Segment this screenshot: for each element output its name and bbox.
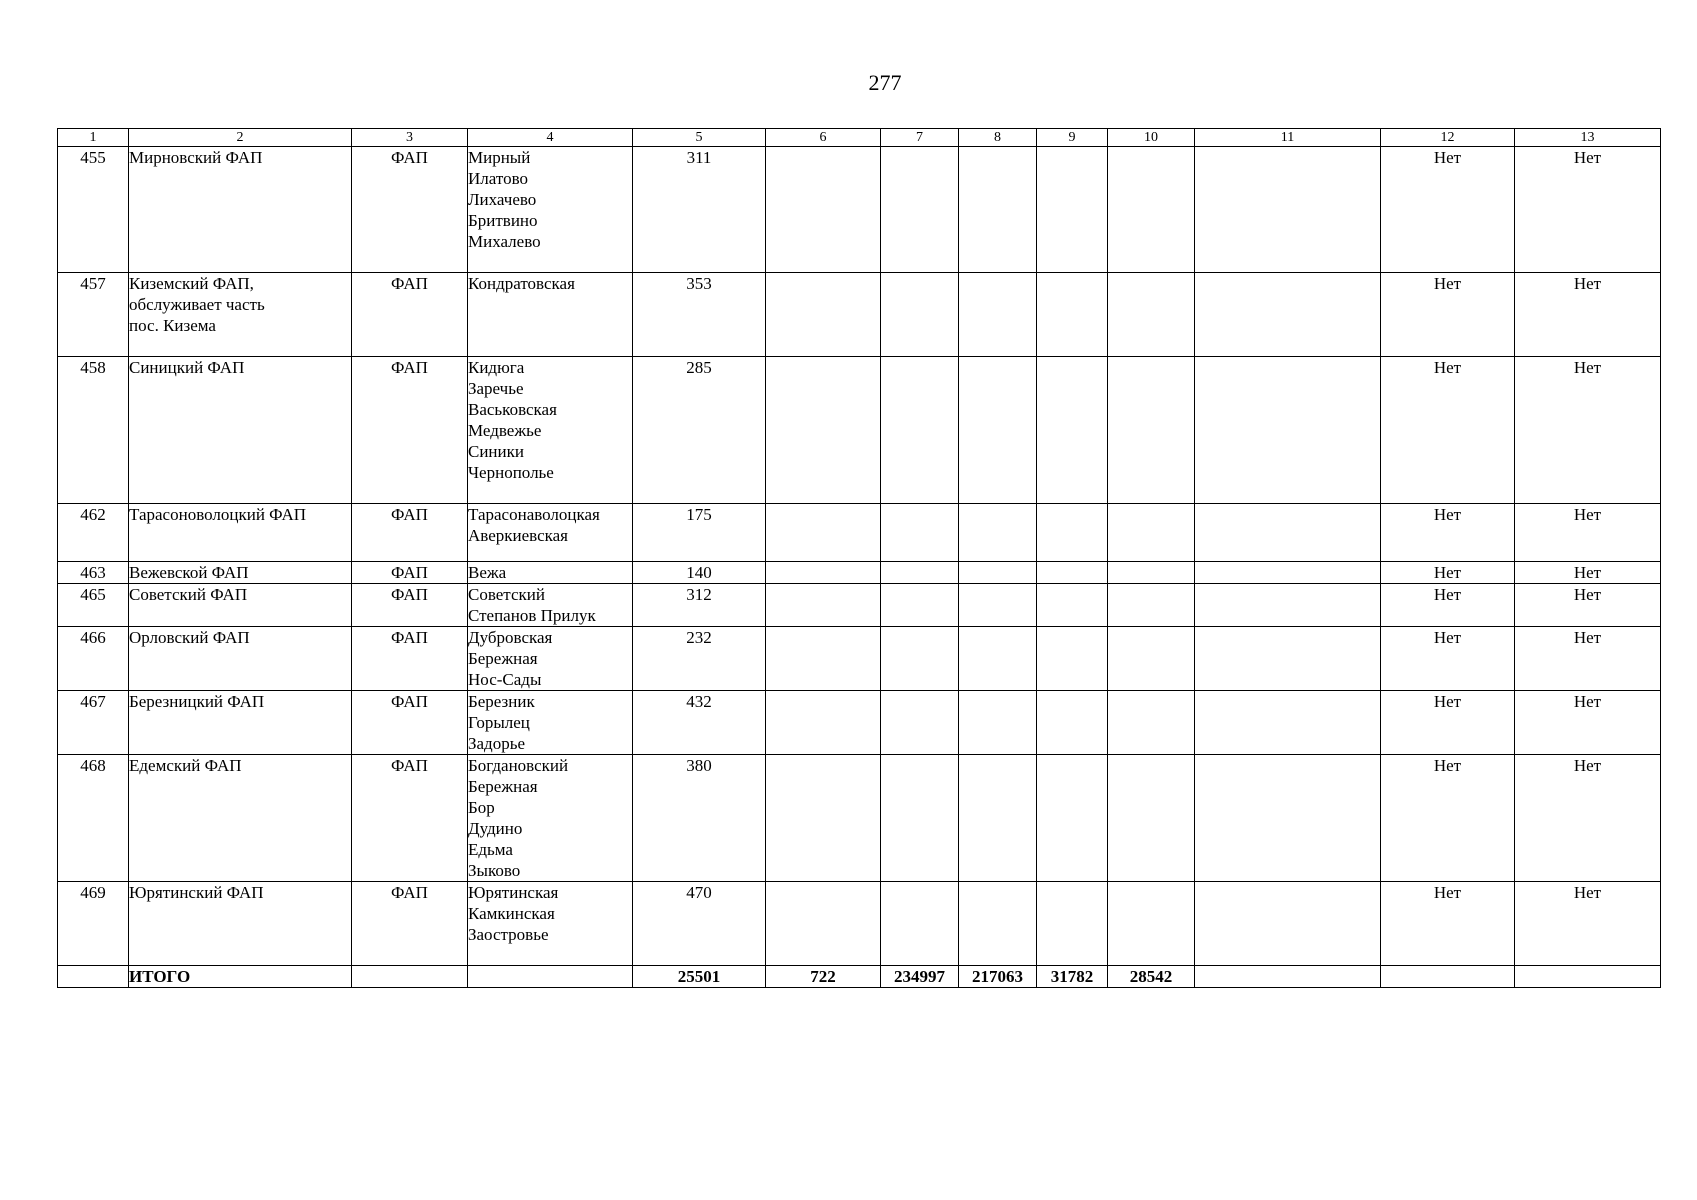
col-13-value: Нет [1515,691,1661,755]
table-row [58,273,1661,357]
col-12-value: Нет [1381,882,1515,966]
facility-name-line: Вежевской ФАП [129,563,249,582]
total-row [58,966,1661,988]
table-cell [1108,882,1195,966]
table-cell [1108,273,1195,357]
col-13-value: Нет [1515,882,1661,966]
table-cell [1195,273,1381,357]
total-label: ИТОГО [129,966,352,988]
col-12-value: Нет [1381,504,1515,562]
settlement-line: Лихачево [468,190,537,209]
facility-type: ФАП [352,755,468,882]
table-cell [1108,755,1195,882]
population: 380 [633,755,766,882]
settlement-line: Задорье [468,734,526,753]
table-cell [959,627,1037,691]
table-cell [1195,627,1381,691]
settlement-line: Бережная [468,777,538,796]
table-cell [881,882,959,966]
settlement-line: Бор [468,798,495,817]
settlement-line: Илатово [468,169,528,188]
column-number: 8 [959,129,1037,147]
facility-name-line: Мирновский ФАП [129,148,263,167]
column-number: 7 [881,129,959,147]
settlement-line: Юрятинская [468,883,559,902]
column-number: 2 [129,129,352,147]
settlement-line: Заречье [468,379,524,398]
table-cell [1381,966,1515,988]
settlement-line: Мирный [468,148,531,167]
row-number: 468 [58,755,129,882]
settlement-line: Бритвино [468,211,538,230]
population: 232 [633,627,766,691]
settlement [468,584,633,627]
total-col-10: 28542 [1108,966,1195,988]
table-cell [1195,755,1381,882]
settlement-line: Вежа [468,563,507,582]
row-number: 455 [58,147,129,273]
table-cell [881,627,959,691]
col-12-value: Нет [1381,691,1515,755]
settlement-line: Камкинская [468,904,555,923]
table-cell [1037,882,1108,966]
table-cell [1108,691,1195,755]
table-cell [1515,966,1661,988]
row-number: 469 [58,882,129,966]
total-col-7: 234997 [881,966,959,988]
settlement-line: Заостровье [468,925,549,944]
settlement-line: Чернополье [468,463,554,482]
col-13-value: Нет [1515,504,1661,562]
table-cell [959,147,1037,273]
table-cell [959,357,1037,504]
row-number: 457 [58,273,129,357]
table-cell [881,584,959,627]
page-number: 277 [868,70,902,95]
table-body [58,147,1661,966]
table-cell [1037,273,1108,357]
table-cell [881,691,959,755]
facility-name [129,627,352,691]
table-cell [1195,691,1381,755]
table-cell [959,504,1037,562]
settlement [468,691,633,755]
data-table [57,128,1661,988]
table-cell [58,966,129,988]
table-cell [959,562,1037,584]
column-number: 13 [1515,129,1661,147]
table-cell [959,691,1037,755]
settlement-line: Михалево [468,232,541,251]
settlement [468,357,633,504]
settlement-line: Аверкиевская [468,526,568,545]
table-cell [1195,966,1381,988]
column-number-row [58,129,1661,147]
facility-name-line: Тарасоноволоцкий ФАП [129,505,307,524]
table-cell [1108,562,1195,584]
table-cell [1108,147,1195,273]
table-cell [1037,504,1108,562]
facility-name-line: Орловский ФАП [129,628,250,647]
table-cell [766,147,881,273]
table-cell [881,273,959,357]
settlement-line: Едьма [468,840,513,859]
settlement-line: Дудино [468,819,523,838]
col-13-value: Нет [1515,584,1661,627]
settlement [468,562,633,584]
table-cell [959,273,1037,357]
settlement-line: Советский [468,585,545,604]
table-cell [352,966,468,988]
settlement-line: Нос-Сады [468,670,542,689]
table-cell [1195,357,1381,504]
facility-type: ФАП [352,691,468,755]
col-13-value: Нет [1515,755,1661,882]
table-cell [468,966,633,988]
column-number: 4 [468,129,633,147]
facility-name [129,691,352,755]
settlement [468,882,633,966]
table-cell [1108,357,1195,504]
facility-type: ФАП [352,147,468,273]
facility-name-line: Едемский ФАП [129,756,242,775]
table-row [58,584,1661,627]
col-13-value: Нет [1515,562,1661,584]
settlement-line: Степанов Прилук [468,606,596,625]
row-number: 467 [58,691,129,755]
facility-name-line: Березницкий ФАП [129,692,265,711]
settlement-line: Кидюга [468,358,525,377]
table-cell [1037,691,1108,755]
table-cell [1037,755,1108,882]
table-row [58,562,1661,584]
table-row [58,691,1661,755]
total-col-9: 31782 [1037,966,1108,988]
table-cell [1195,584,1381,627]
facility-name-line: Советский ФАП [129,585,248,604]
table-cell [1195,882,1381,966]
table-cell [766,691,881,755]
col-13-value: Нет [1515,273,1661,357]
col-12-value: Нет [1381,357,1515,504]
settlement-line: Кондратовская [468,274,575,293]
table-cell [1195,504,1381,562]
settlement [468,504,633,562]
total-col-6: 722 [766,966,881,988]
table-cell [1195,562,1381,584]
facility-type: ФАП [352,273,468,357]
table-cell [959,882,1037,966]
population: 285 [633,357,766,504]
row-number: 458 [58,357,129,504]
table-cell [1195,147,1381,273]
population: 175 [633,504,766,562]
total-col-5: 25501 [633,966,766,988]
column-number: 5 [633,129,766,147]
settlement [468,755,633,882]
table-row [58,357,1661,504]
facility-type: ФАП [352,357,468,504]
col-13-value: Нет [1515,627,1661,691]
table-cell [766,273,881,357]
table-cell [766,584,881,627]
table-row [58,755,1661,882]
table-row [58,627,1661,691]
table-cell [766,357,881,504]
row-number: 463 [58,562,129,584]
settlement-line: Медвежье [468,421,542,440]
col-12-value: Нет [1381,273,1515,357]
col-12-value: Нет [1381,584,1515,627]
col-12-value: Нет [1381,562,1515,584]
column-number: 3 [352,129,468,147]
facility-name [129,147,352,273]
table-cell [881,562,959,584]
settlement-line: Бережная [468,649,538,668]
table-cell [766,755,881,882]
table-cell [766,882,881,966]
column-number: 9 [1037,129,1108,147]
facility-name [129,273,352,357]
facility-type: ФАП [352,584,468,627]
table-row [58,504,1661,562]
table-cell [766,504,881,562]
total-col-8: 217063 [959,966,1037,988]
column-number: 6 [766,129,881,147]
table-cell [959,584,1037,627]
table-cell [881,147,959,273]
table-cell [1108,504,1195,562]
settlement-line: Горылец [468,713,530,732]
facility-name-line: Юрятинский ФАП [129,883,264,902]
settlement-line: Богдановский [468,756,569,775]
table-cell [1037,562,1108,584]
population: 470 [633,882,766,966]
table-cell [881,357,959,504]
table-cell [1037,357,1108,504]
facility-type: ФАП [352,504,468,562]
population: 353 [633,273,766,357]
facility-name-line: пос. Кизема [129,316,216,335]
table-cell [1108,627,1195,691]
table-cell [1037,627,1108,691]
facility-name [129,584,352,627]
column-number: 11 [1195,129,1381,147]
population: 432 [633,691,766,755]
facility-name [129,504,352,562]
settlement-line: Березник [468,692,535,711]
population: 140 [633,562,766,584]
table-cell [766,562,881,584]
table-cell [1037,147,1108,273]
table-cell [1037,584,1108,627]
facility-name-line: Киземский ФАП, [129,274,254,293]
col-12-value: Нет [1381,627,1515,691]
row-number: 466 [58,627,129,691]
table-cell [881,755,959,882]
column-number: 12 [1381,129,1515,147]
col-13-value: Нет [1515,357,1661,504]
table-cell [959,755,1037,882]
column-number: 1 [58,129,129,147]
population: 312 [633,584,766,627]
settlement-line: Синики [468,442,524,461]
facility-type: ФАП [352,882,468,966]
settlement-line: Зыково [468,861,521,880]
settlement [468,273,633,357]
facility-name-line: Синицкий ФАП [129,358,245,377]
facility-name-line: обслуживает часть [129,295,265,314]
row-number: 465 [58,584,129,627]
col-13-value: Нет [1515,147,1661,273]
settlement-line: Тарасонаволоцкая [468,505,600,524]
settlement-line: Дубровская [468,628,553,647]
population: 311 [633,147,766,273]
col-12-value: Нет [1381,147,1515,273]
facility-name [129,357,352,504]
facility-type: ФАП [352,627,468,691]
row-number: 462 [58,504,129,562]
table-cell [881,504,959,562]
settlement [468,147,633,273]
column-number: 10 [1108,129,1195,147]
col-12-value: Нет [1381,755,1515,882]
table-cell [766,627,881,691]
settlement-line: Васьковская [468,400,557,419]
facility-name [129,562,352,584]
table-row [58,147,1661,273]
facility-name [129,755,352,882]
table-row [58,882,1661,966]
settlement [468,627,633,691]
table-cell [1108,584,1195,627]
facility-name [129,882,352,966]
facility-type: ФАП [352,562,468,584]
